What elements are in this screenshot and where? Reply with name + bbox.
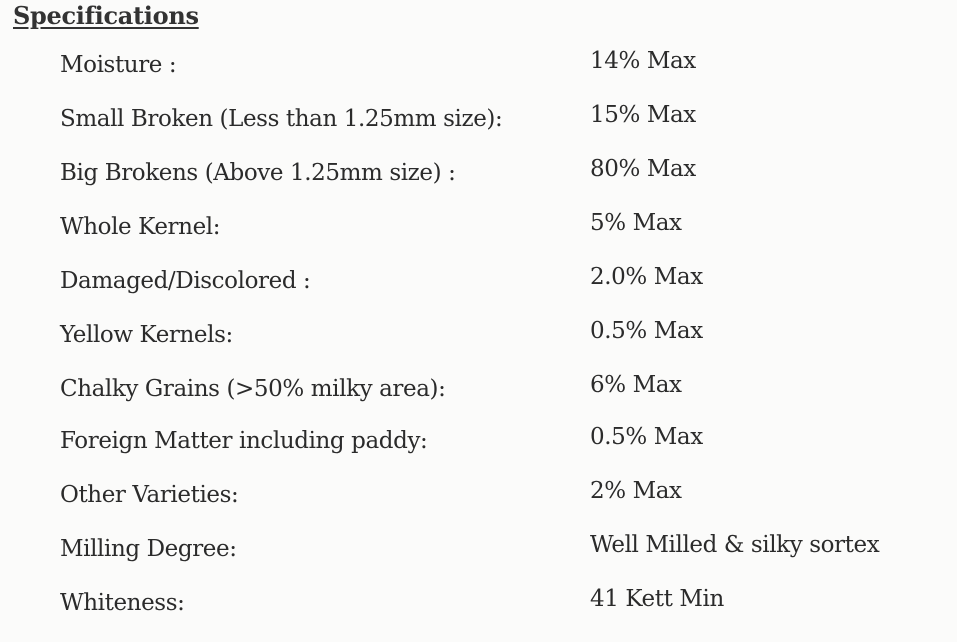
spec-value: 41 Kett Min [590,586,724,612]
spec-label: Damaged/Discolored : [60,268,311,294]
spec-row-chalky-grains [0,374,957,428]
spec-row-big-brokens [0,158,957,212]
spec-label: Whole Kernel: [60,214,221,240]
spec-value: 14% Max [590,48,696,74]
spec-label: Foreign Matter including paddy: [60,428,428,454]
spec-row-other-varieties [0,480,957,534]
spec-value: 2.0% Max [590,264,703,290]
spec-row-whiteness [0,588,957,642]
spec-value: 6% Max [590,372,682,398]
spec-label: Chalky Grains (>50% milky area): [60,376,446,402]
spec-label: Other Varieties: [60,482,239,508]
spec-row-moisture [0,50,957,104]
spec-value: 5% Max [590,210,682,236]
spec-label: Milling Degree: [60,536,237,562]
spec-value: 2% Max [590,478,682,504]
spec-row-foreign-matter [0,426,957,480]
spec-label: Yellow Kernels: [60,322,233,348]
spec-row-small-broken [0,104,957,158]
spec-value: 0.5% Max [590,424,703,450]
spec-row-yellow-kernels [0,320,957,374]
spec-row-damaged-discolored [0,266,957,320]
spec-label: Big Brokens (Above 1.25mm size) : [60,160,456,186]
spec-value: 80% Max [590,156,696,182]
spec-label: Whiteness: [60,590,185,616]
spec-label: Moisture : [60,52,177,78]
spec-row-whole-kernel [0,212,957,266]
spec-value: Well Milled & silky sortex [590,532,880,558]
page-title: Specifications [13,1,199,30]
spec-row-milling-degree [0,534,957,588]
spec-value: 15% Max [590,102,696,128]
spec-value: 0.5% Max [590,318,703,344]
spec-label: Small Broken (Less than 1.25mm size): [60,106,503,132]
